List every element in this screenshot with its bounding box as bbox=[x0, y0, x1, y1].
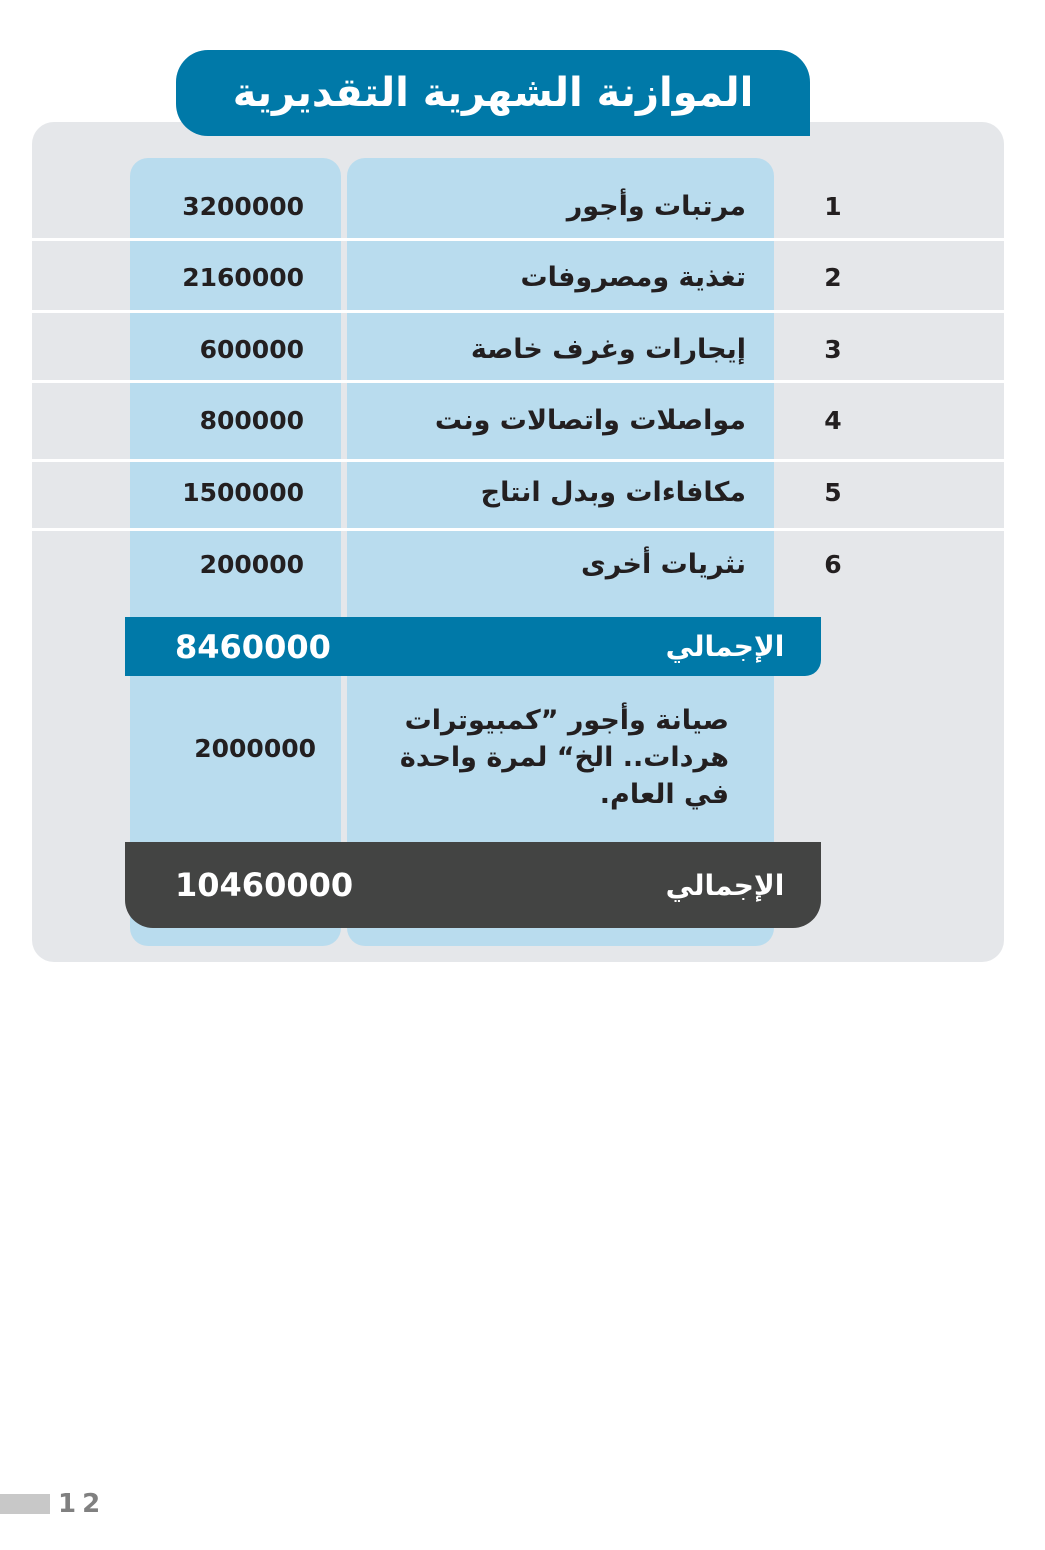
page-title: الموازنة الشهرية التقديرية bbox=[176, 50, 810, 136]
row-label: نثريات أخرى bbox=[580, 548, 746, 580]
total-bar bbox=[125, 842, 821, 928]
row-number: 2 bbox=[824, 262, 842, 292]
budget-row bbox=[32, 390, 1004, 450]
budget-row bbox=[32, 176, 1004, 236]
row-number: 4 bbox=[824, 405, 842, 435]
row-label: مواصلات واتصالات ونت bbox=[434, 404, 746, 436]
row-divider bbox=[32, 528, 1004, 531]
row-label: مكافاءات وبدل انتاج bbox=[480, 476, 746, 508]
budget-row bbox=[32, 247, 1004, 307]
maintenance-label: صيانة وأجور ”كمبيوترات هردات.. الخ“ لمرة واحدة في العام. bbox=[399, 705, 729, 810]
budget-row bbox=[32, 534, 1004, 594]
maintenance-amount: 2000000 bbox=[194, 733, 316, 763]
subtotal-amount: 8460000 bbox=[175, 627, 331, 666]
budget-row bbox=[32, 319, 1004, 379]
total-amount: 10460000 bbox=[175, 866, 354, 904]
row-amount: 3200000 bbox=[182, 191, 304, 221]
row-divider bbox=[32, 380, 1004, 383]
row-number: 1 bbox=[824, 191, 842, 221]
subtotal-label: الإجمالي bbox=[665, 630, 785, 663]
row-amount: 200000 bbox=[199, 549, 304, 579]
row-number: 5 bbox=[824, 477, 842, 507]
row-amount: 800000 bbox=[199, 405, 304, 435]
row-amount: 1500000 bbox=[182, 477, 304, 507]
row-number: 6 bbox=[824, 549, 842, 579]
row-label: مرتبات وأجور bbox=[566, 190, 746, 222]
row-divider bbox=[32, 310, 1004, 313]
row-label: تغذية ومصروفات bbox=[520, 261, 746, 293]
row-amount: 600000 bbox=[199, 334, 304, 364]
row-amount: 2160000 bbox=[182, 262, 304, 292]
page-number: 12 bbox=[58, 1489, 107, 1519]
footer-bar bbox=[0, 1494, 50, 1514]
row-divider bbox=[32, 238, 1004, 241]
total-label: الإجمالي bbox=[665, 868, 785, 902]
subtotal-bar bbox=[125, 617, 821, 676]
budget-row bbox=[32, 462, 1004, 522]
row-label: إيجارات وغرف خاصة bbox=[470, 333, 746, 365]
row-number: 3 bbox=[824, 334, 842, 364]
